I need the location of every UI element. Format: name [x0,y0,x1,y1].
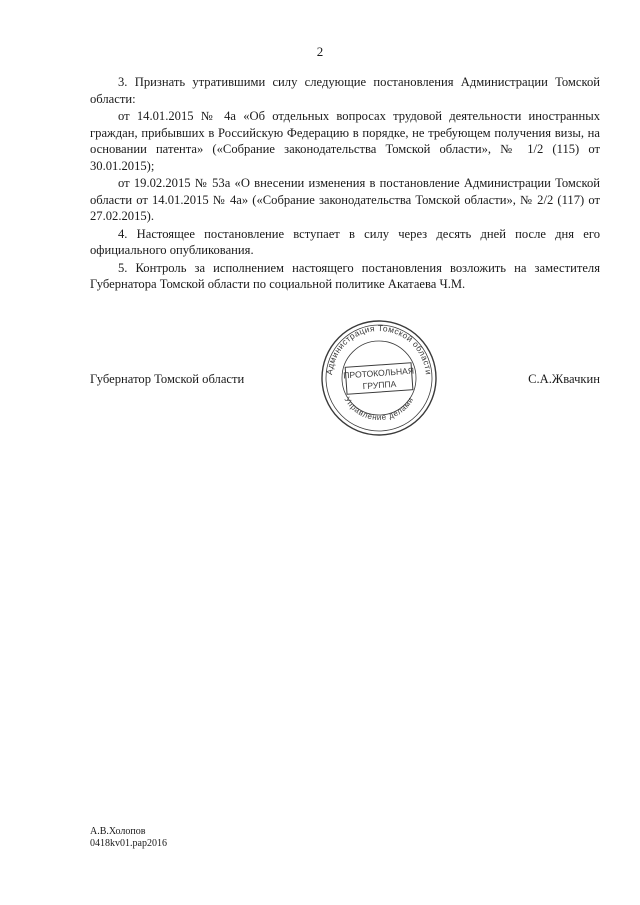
paragraph-3-item-1: от 14.01.2015 № 4а «Об отдельных вопросах трудовой деятельности иностранных граждан, прибывших в Российскую Федерацию в порядке, не требующем получения визы, на основании патента» («Собрание законодательства Томской области», № 1/2 (115) от 30.01.2015); [90,109,600,173]
svg-text:Управление делами: Управление делами [342,395,416,423]
svg-text:Администрация Томской области: Администрация Томской области [324,322,434,376]
signer-name: С.А.Жвачкин [528,372,600,386]
stamp-seal-icon [318,317,440,439]
paragraph-4: 4. Настоящее постановление вступает в силу через десять дней после дня его официального опубликования. [90,226,600,257]
paragraph-3-item-2: от 19.02.2015 № 53а «О внесении изменения в постановление Администрации Томской области от 14.01.2015 № 4а» («Собрание законодательства Томской области», № 2/2 (117) от 27.02.2015). [90,176,600,223]
executor-name: А.В.Холопов [90,826,146,837]
svg-text:ГРУППА: ГРУППА [362,378,397,392]
svg-text:ПРОТОКОЛЬНАЯ: ПРОТОКОЛЬНАЯ [342,365,415,381]
footer [90,826,167,850]
paragraph-5: 5. Контроль за исполнением настоящего постановления возложить на заместителя Губернатора Томской области по социальной политике Акатаева Ч.М. [90,260,600,291]
signer-position: Губернатор Томской области [90,372,245,386]
page-number: 2 [316,44,324,59]
paragraph-3: 3. Признать утратившими силу следующие постановления Администрации Томской области: [90,75,600,106]
document-body [90,74,600,293]
file-reference: 0418kv01.pap2016 [90,838,167,849]
official-stamp [318,317,440,439]
